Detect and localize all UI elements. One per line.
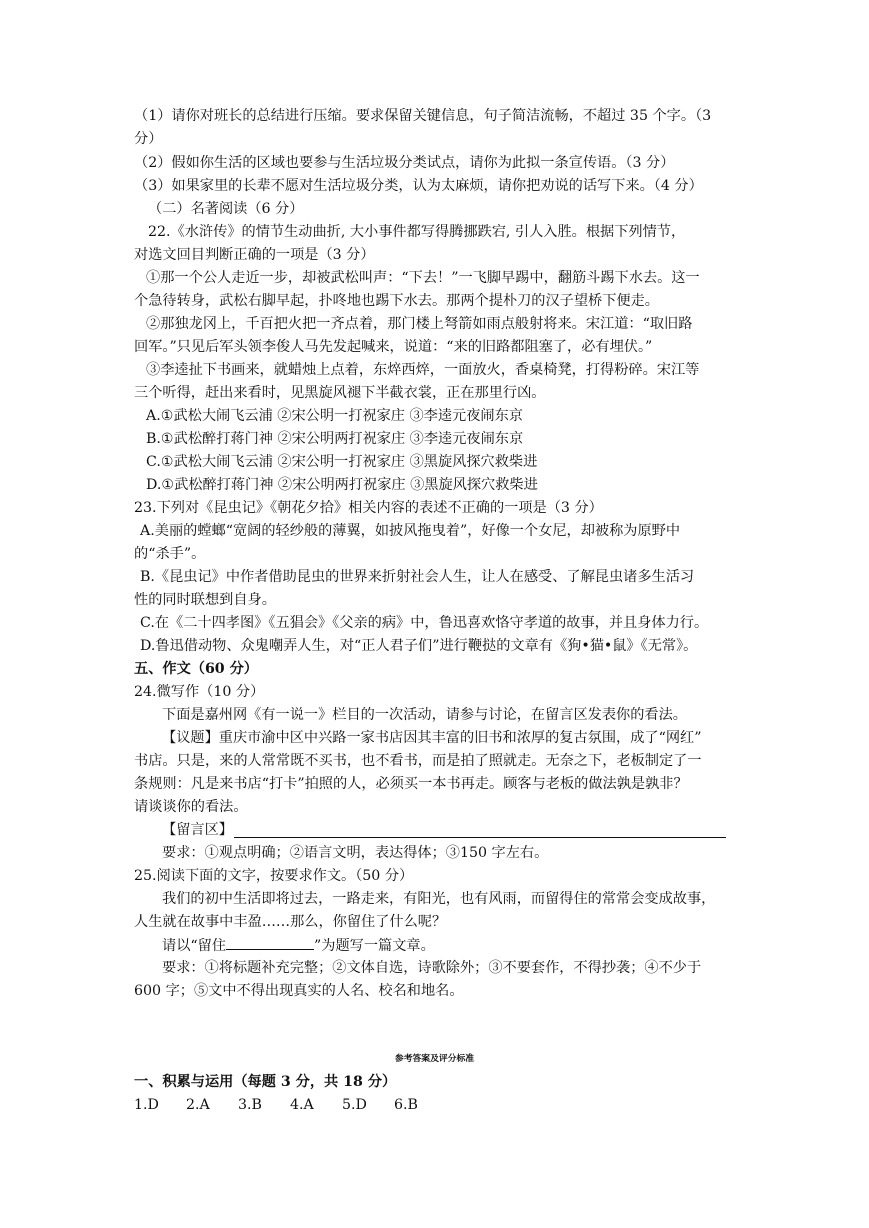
q25-requirements-line2: 600 字；⑤文中不得出现真实的人名、校名和地名。 bbox=[134, 983, 464, 999]
q24-topic-line1: 【议题】重庆市渝中区中兴路一家书店因其丰富的旧书和浓厚的复古氛围，成了“网红” bbox=[162, 730, 702, 746]
q24-stem: 24.微写作（10 分） bbox=[134, 684, 265, 700]
answer-item: 4.A bbox=[290, 1097, 314, 1113]
answer-item: 2.A bbox=[186, 1097, 210, 1113]
q21-part2: （2）假如你生活的区域也要参与生活垃圾分类试点，请你为此拟一条宣传语。（3 分） bbox=[134, 155, 675, 171]
q21-part1-line1: （1）请你对班长的总结进行压缩。要求保留关键信息，句子简洁流畅，不超过 35 个字。（3 bbox=[134, 108, 712, 124]
title-prompt-prefix: 请以“留住 bbox=[162, 938, 227, 954]
q24-topic-line2: 书店。只是，来的人常常既不买书，也不看书，而是拍了照就走。无奈之下，老板制定了一 bbox=[134, 753, 702, 769]
answer-item: 3.B bbox=[238, 1097, 262, 1113]
q21-part1-line2: 分） bbox=[134, 131, 163, 147]
q25-text-line2: 人生就在故事中丰盈……那么，你留住了什么呢？ bbox=[134, 914, 447, 930]
comment-area-label: 【留言区】 bbox=[162, 822, 233, 838]
q22-option-c: C.①武松大闹飞云浦 ②宋公明一打祝家庄 ③黑旋风探穴救柴进 bbox=[146, 454, 538, 470]
q22-passage2-line1: ②那独龙冈上，千百把火把一齐点着，那门楼上弩箭如雨点般射将来。宋江道：“取旧路 bbox=[146, 316, 693, 332]
q22-stem-line2: 对选文回目判断正确的一项是（3 分） bbox=[134, 247, 375, 263]
title-blank bbox=[226, 935, 314, 950]
q23-stem: 23.下列对《昆虫记》《朝花夕拾》相关内容的表述不正确的一项是（3 分） bbox=[134, 500, 603, 516]
q22-passage1-line2: 个急待转身，武松右脚早起，扑咚地也踢下水去。那两个提朴刀的汉子望桥下便走。 bbox=[134, 293, 659, 309]
answer-item: 5.D bbox=[342, 1097, 367, 1113]
q24-intro: 下面是嘉州网《有一说一》栏目的一次活动，请参与讨论，在留言区发表你的看法。 bbox=[162, 707, 687, 723]
answer-key-title: 参考答案及评分标准 bbox=[394, 1054, 475, 1064]
q25-title-prompt bbox=[162, 935, 435, 956]
answer-list bbox=[134, 1095, 446, 1115]
comment-area-blank-line bbox=[234, 837, 726, 838]
reading-section-heading: （二）名著阅读（6 分） bbox=[148, 201, 304, 217]
q22-passage2-line2: 回军。”只见后军头领李俊人马先发起喊来，说道：“来的旧路都阻塞了，必有埋伏。” bbox=[134, 339, 653, 355]
q24-requirements: 要求：①观点明确；②语言文明，表达得体；③150 字左右。 bbox=[162, 845, 549, 861]
q23-option-a-line1: A.美丽的螳螂“宽阔的轻纱般的薄翼，如披风拖曳着”，好像一个女尼，却被称为原野中 bbox=[140, 523, 681, 539]
title-prompt-suffix: ”为题写一篇文章。 bbox=[314, 938, 435, 954]
composition-heading: 五、作文（60 分） bbox=[134, 661, 258, 677]
answer-item: 1.D bbox=[134, 1097, 159, 1113]
q23-option-b-line1: B.《昆虫记》中作者借助昆虫的世界来折射社会人生，让人在感受、了解昆虫诸多生活习 bbox=[140, 569, 695, 585]
q22-stem-line1: 22.《水浒传》的情节生动曲折, 大小事件都写得腾挪跌宕, 引人入胜。根据下列情节， bbox=[148, 224, 686, 240]
q23-option-b-line2: 性的同时联想到自身。 bbox=[134, 592, 276, 608]
q22-passage3-line1: ③李逵扯下书画来，就蜡烛上点着，东焠西焠，一面放火，香桌椅凳，打得粉碎。宋江等 bbox=[146, 362, 700, 378]
q23-option-d: D.鲁迅借动物、众鬼嘲弄人生，对“正人君子们”进行鞭挞的文章有《狗•猫•鼠》《无常》。 bbox=[140, 638, 698, 654]
answer-section1-heading: 一、积累与运用（每题 3 分，共 18 分） bbox=[134, 1074, 397, 1090]
q22-option-d: D.①武松醉打蒋门神 ②宋公明两打祝家庄 ③黑旋风探穴救柴进 bbox=[146, 477, 538, 493]
q25-stem: 25.阅读下面的文字，按要求作文。（50 分） bbox=[134, 868, 414, 884]
q22-option-a: A.①武松大闹飞云浦 ②宋公明一打祝家庄 ③李逵元夜闹东京 bbox=[146, 408, 523, 424]
q22-option-b: B.①武松醉打蒋门神 ②宋公明两打祝家庄 ③李逵元夜闹东京 bbox=[146, 431, 524, 447]
q23-option-a-line2: 的“杀手”。 bbox=[134, 546, 206, 562]
q22-passage3-line2: 三个听得，赶出来看时，见黑旋风褪下半截衣裳，正在那里行凶。 bbox=[134, 385, 546, 401]
q22-passage1-line1: ①那一个公人走近一步，却被武松叫声：“下去！”一飞脚早踢中，翻筋斗踢下水去。这一 bbox=[146, 270, 700, 286]
q25-requirements-line1: 要求：①将标题补充完整；②文体自选，诗歌除外；③不要套作，不得抄袭；④不少于 bbox=[162, 960, 702, 976]
answer-item: 6.B bbox=[394, 1097, 418, 1113]
q23-option-c: C.在《二十四孝图》《五猖会》《父亲的病》中，鲁迅喜欢恪守孝道的故事，并且身体力行。 bbox=[140, 615, 709, 631]
q24-topic-line3: 条规则：凡是来书店“打卡”拍照的人，必须买一本书再走。顾客与老板的做法孰是孰非？ bbox=[134, 776, 688, 792]
q21-part3: （3）如果家里的长辈不愿对生活垃圾分类，认为太麻烦，请你把劝说的话写下来。（4 分） bbox=[134, 178, 703, 194]
q24-topic-line4: 请谈谈你的看法。 bbox=[134, 799, 248, 815]
q25-text-line1: 我们的初中生活即将过去，一路走来，有阳光，也有风雨，而留得住的常常会变成故事， bbox=[162, 891, 716, 907]
